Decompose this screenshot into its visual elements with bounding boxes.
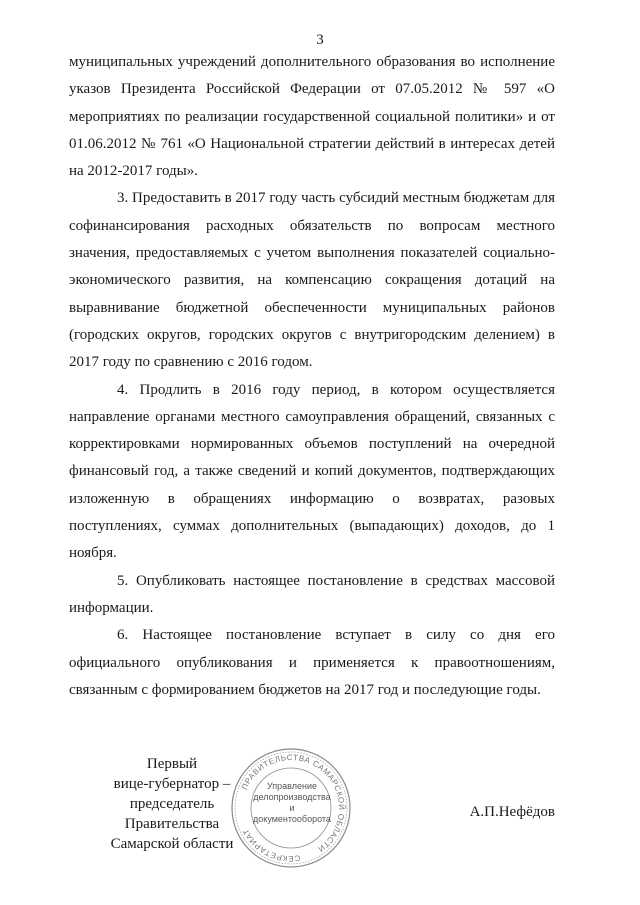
signer-name: А.П.Нефёдов	[469, 804, 555, 820]
svg-text:СЕКРЕТАРИАТ	[241, 827, 301, 863]
paragraph-continuation: муниципальных учреждений дополнительного образования во исполнение указов Президента Российской Федерации от 07.05.2012 № 597 «О мероприятиях по реализации государственной социальной политики» и от 01.06.2012 № 761 «О Национальной стратегии действий в интересах детей на 2012-2017 годы».	[69, 54, 555, 180]
paragraph-3: 3. Предоставить в 2017 году часть субсидий местным бюджетам для софинансирования расходных обязательств по вопросам местного значения, предоставляемых с учетом выполнения показателей социально-экономического развития, на компенсацию сокращения дотаций на выравнивание бюджетной обеспеченности муниципальных районов (городских округов, городских округов с внутригородским делением) в 2017 году по сравнению с 2016 годом.	[69, 190, 555, 371]
stamp-ring-text: ПРАВИТЕЛЬСТВА САМАРСКОЙ ОБЛАСТИ	[239, 752, 347, 854]
signatory-title-line: Первый	[146, 756, 198, 772]
page-number: 3	[316, 32, 324, 48]
paragraph-4: 4. Продлить в 2016 году период, в котором осуществляется направление органами местного самоуправления обращений, связанных с корректировками нормированных объемов поступлений на очередной финансовый год, а также сведений и копий документов, подтверждающих изложенную в обращениях информацию о возвратах, разовых поступлениях, суммах дополнительных (выпадающих) доходов, до 1 ноября.	[69, 381, 555, 562]
signatory-title-line: вице-губернатор –	[113, 776, 231, 792]
stamp-inner-line: Управление	[266, 781, 318, 791]
stamp-ring-text-left: СЕКРЕТАРИАТ	[241, 827, 301, 864]
stamp-inner-line: делопроизводства	[253, 792, 331, 802]
paragraph-5: 5. Опубликовать настоящее постановление в средствах массовой информации.	[69, 572, 555, 616]
stamp-inner-line: и документооборота	[253, 803, 331, 824]
signatory-title	[62, 754, 242, 854]
document-body	[69, 49, 555, 704]
paragraph-6: 6. Настоящее постановление вступает в силу со дня его официального опубликования и применяется к правоотношениям, связанным с формированием бюджетов на 2017 год и последующие годы.	[69, 627, 555, 698]
stamp-inner-text	[250, 781, 334, 825]
signatory-title-line: председатель Правительства	[124, 796, 220, 832]
signatory-title-line: Самарской области	[110, 836, 234, 852]
